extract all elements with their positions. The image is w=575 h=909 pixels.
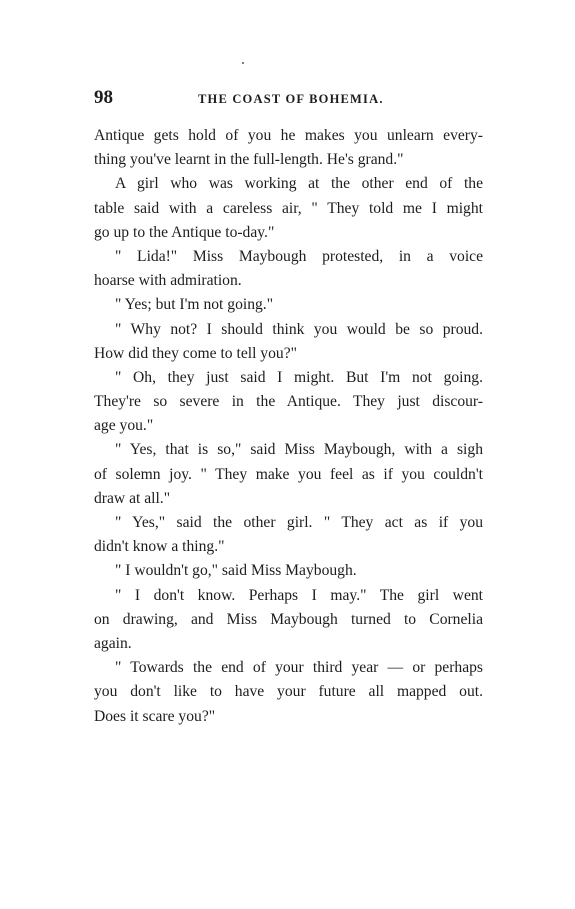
body-text	[94, 124, 483, 729]
text-line: " Lida!" Miss Maybough protested, in a voice	[115, 247, 483, 265]
text-line: table said with a careless air, " They told me I might	[94, 199, 483, 217]
text-line: go up to the Antique to-day."	[94, 223, 275, 241]
text-line: " Oh, they just said I might. But I'm not going.	[115, 368, 483, 386]
text-line: " Towards the end of your third year — or perhaps	[115, 659, 483, 677]
page-header	[94, 86, 484, 110]
text-line: on drawing, and Miss Maybough turned to Cornelia	[94, 610, 483, 628]
text-line: " I don't know. Perhaps I may." The girl went	[115, 586, 483, 604]
text-line: How did they come to tell you?"	[94, 344, 297, 362]
text-line: of solemn joy. " They make you feel as if you couldn't	[94, 465, 483, 483]
text-line: you don't like to have your future all mapped out.	[94, 683, 483, 701]
text-line: thing you've learnt in the full-length. He's grand."	[94, 151, 404, 169]
text-line: hoarse with admiration.	[94, 272, 242, 290]
text-line: They're so severe in the Antique. They just discour-	[94, 393, 483, 411]
text-line: Does it scare you?"	[94, 707, 216, 725]
text-line: " Yes; but I'm not going."	[115, 296, 274, 314]
text-line: didn't know a thing."	[94, 538, 225, 556]
text-line: " Yes, that is so," said Miss Maybough, with a sigh	[115, 441, 483, 459]
text-line: Antique gets hold of you he makes you unlearn every-	[94, 127, 483, 144]
text-line: " I wouldn't go," said Miss Maybough.	[115, 562, 357, 580]
print-speck	[242, 62, 244, 64]
text-line: age you."	[94, 417, 154, 435]
page-number: 98	[94, 87, 113, 108]
text-line: again.	[94, 634, 132, 652]
running-title: THE COAST OF BOHEMIA.	[198, 92, 384, 106]
text-line: A girl who was working at the other end of the	[115, 175, 483, 193]
text-line: " Yes," said the other girl. " They act as if you	[115, 514, 483, 531]
text-line: draw at all."	[94, 489, 171, 507]
text-line: " Why not? I should think you would be so proud.	[115, 320, 483, 338]
